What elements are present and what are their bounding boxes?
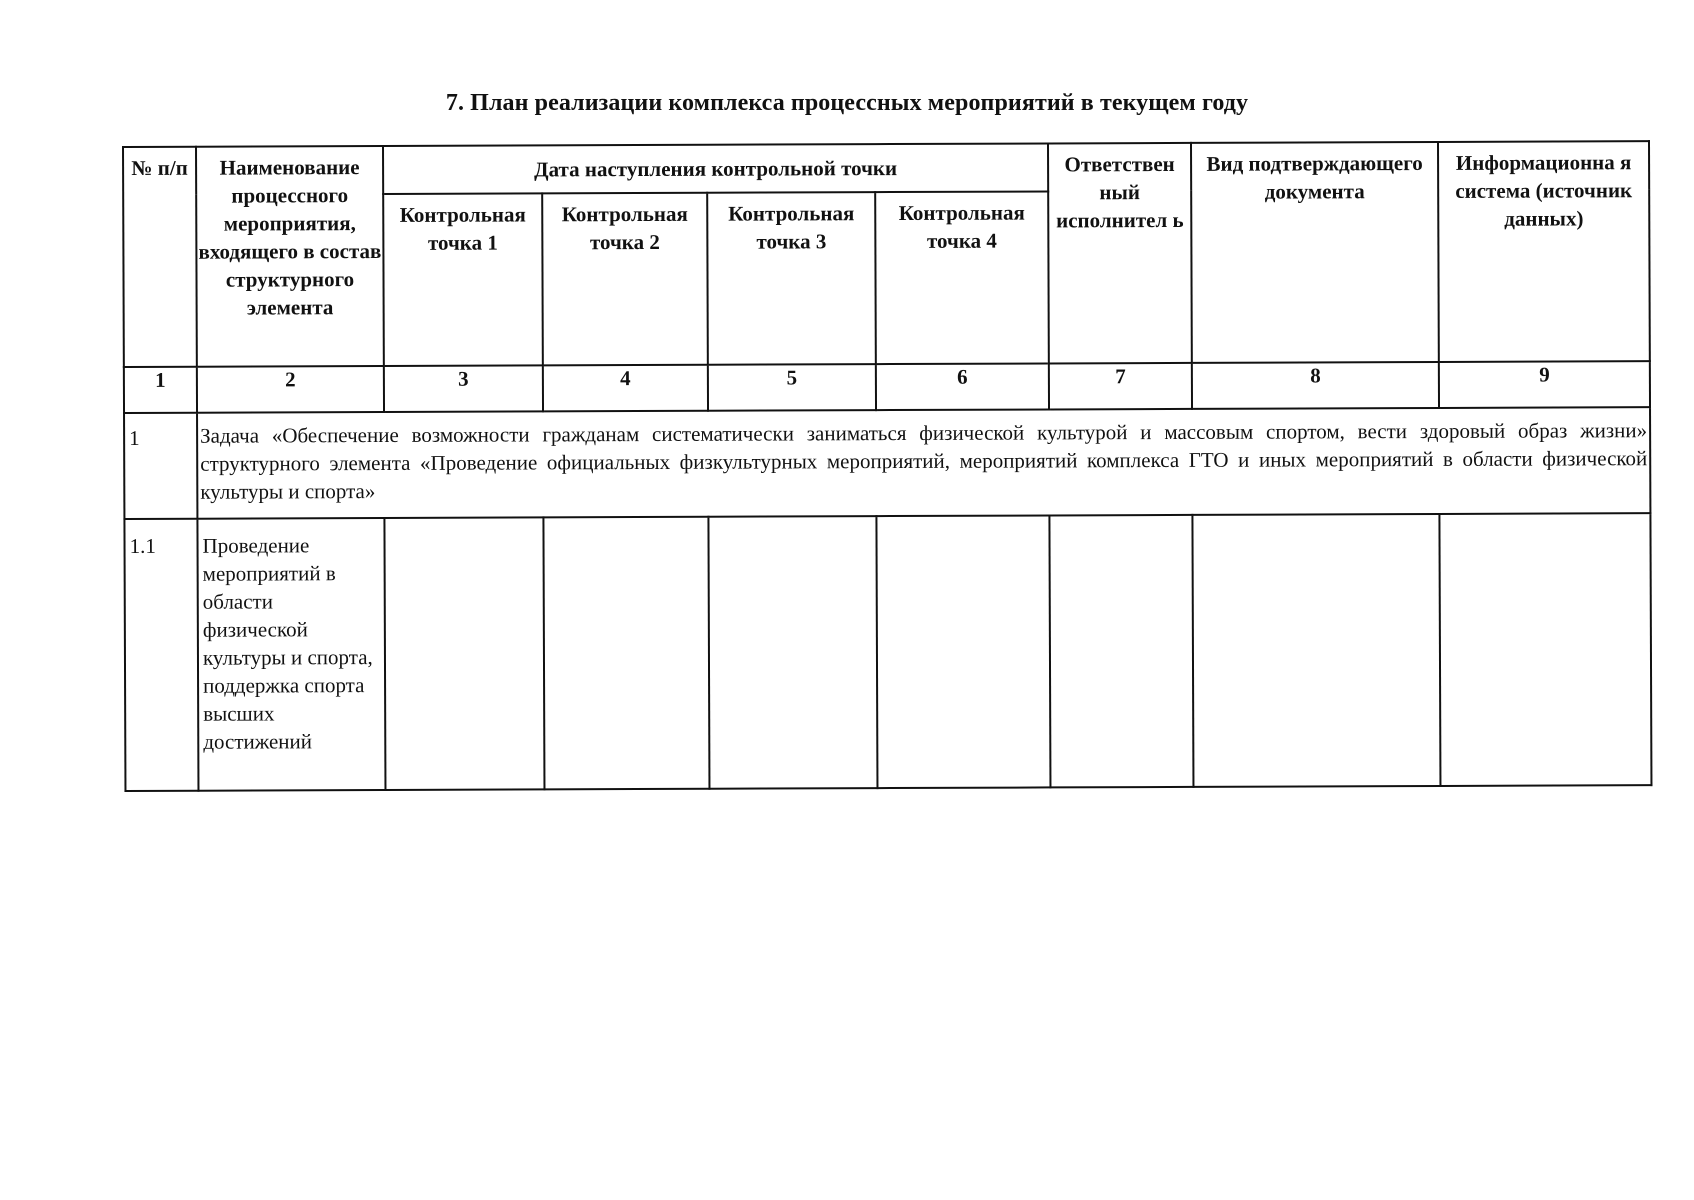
- header-date-group: Дата наступления контрольной точки: [383, 143, 1048, 194]
- header-name: Наименование процессного мероприятия, входящего в состав структурного элемента: [196, 146, 384, 367]
- column-number: 7: [1049, 363, 1192, 410]
- task-number: 1: [124, 413, 197, 519]
- header-doc-type: Вид подтверждающего документа: [1191, 142, 1439, 363]
- row-cp4-cell: [876, 515, 1050, 788]
- task-row: [124, 407, 1650, 519]
- row-doc-type-cell: [1192, 514, 1440, 787]
- row-number: 1.1: [124, 519, 198, 791]
- column-number: 6: [876, 363, 1049, 410]
- table-row: [124, 513, 1651, 791]
- column-number: 3: [384, 365, 543, 412]
- header-cp2: Контрольная точка 2: [542, 193, 708, 366]
- row-cp1-cell: [384, 517, 544, 790]
- row-responsible-cell: [1049, 515, 1193, 788]
- column-number: 1: [124, 367, 197, 413]
- column-number: 5: [708, 364, 876, 411]
- header-cp4: Контрольная точка 4: [875, 191, 1049, 364]
- header-cp1: Контрольная точка 1: [383, 193, 543, 366]
- plan-table: [122, 140, 1653, 792]
- column-number-row: [124, 361, 1650, 413]
- header-num: № п/п: [123, 147, 197, 367]
- row-activity-name: Проведение мероприятий в области физической культуры и спорта, поддержка спорта высших достижений: [197, 518, 385, 791]
- header-info-system: Информационна я система (источник данных): [1438, 141, 1650, 362]
- column-number: 8: [1192, 362, 1439, 409]
- header-row: [123, 141, 1649, 195]
- row-info-system-cell: [1439, 513, 1651, 786]
- row-cp2-cell: [543, 517, 709, 790]
- page-title: 7. План реализации комплекса процессных мероприятий в текущем году: [445, 90, 1249, 116]
- row-cp3-cell: [708, 516, 877, 789]
- header-responsible: Ответствен ный исполнител ь: [1048, 143, 1192, 364]
- header-cp3: Контрольная точка 3: [707, 192, 876, 365]
- column-number: 2: [197, 366, 384, 413]
- column-number: 9: [1439, 361, 1650, 408]
- task-description: Задача «Обеспечение возможности гражданам систематически заниматься физической культурой и массовым спортом, вести здоровый образ жизни» структурного элемента «Проведение официальных физкультурных мероприятий, мероприятий комплекса ГТО и иных мероприятий в области физической культуры и спорта»: [197, 407, 1650, 519]
- column-number: 4: [543, 365, 708, 412]
